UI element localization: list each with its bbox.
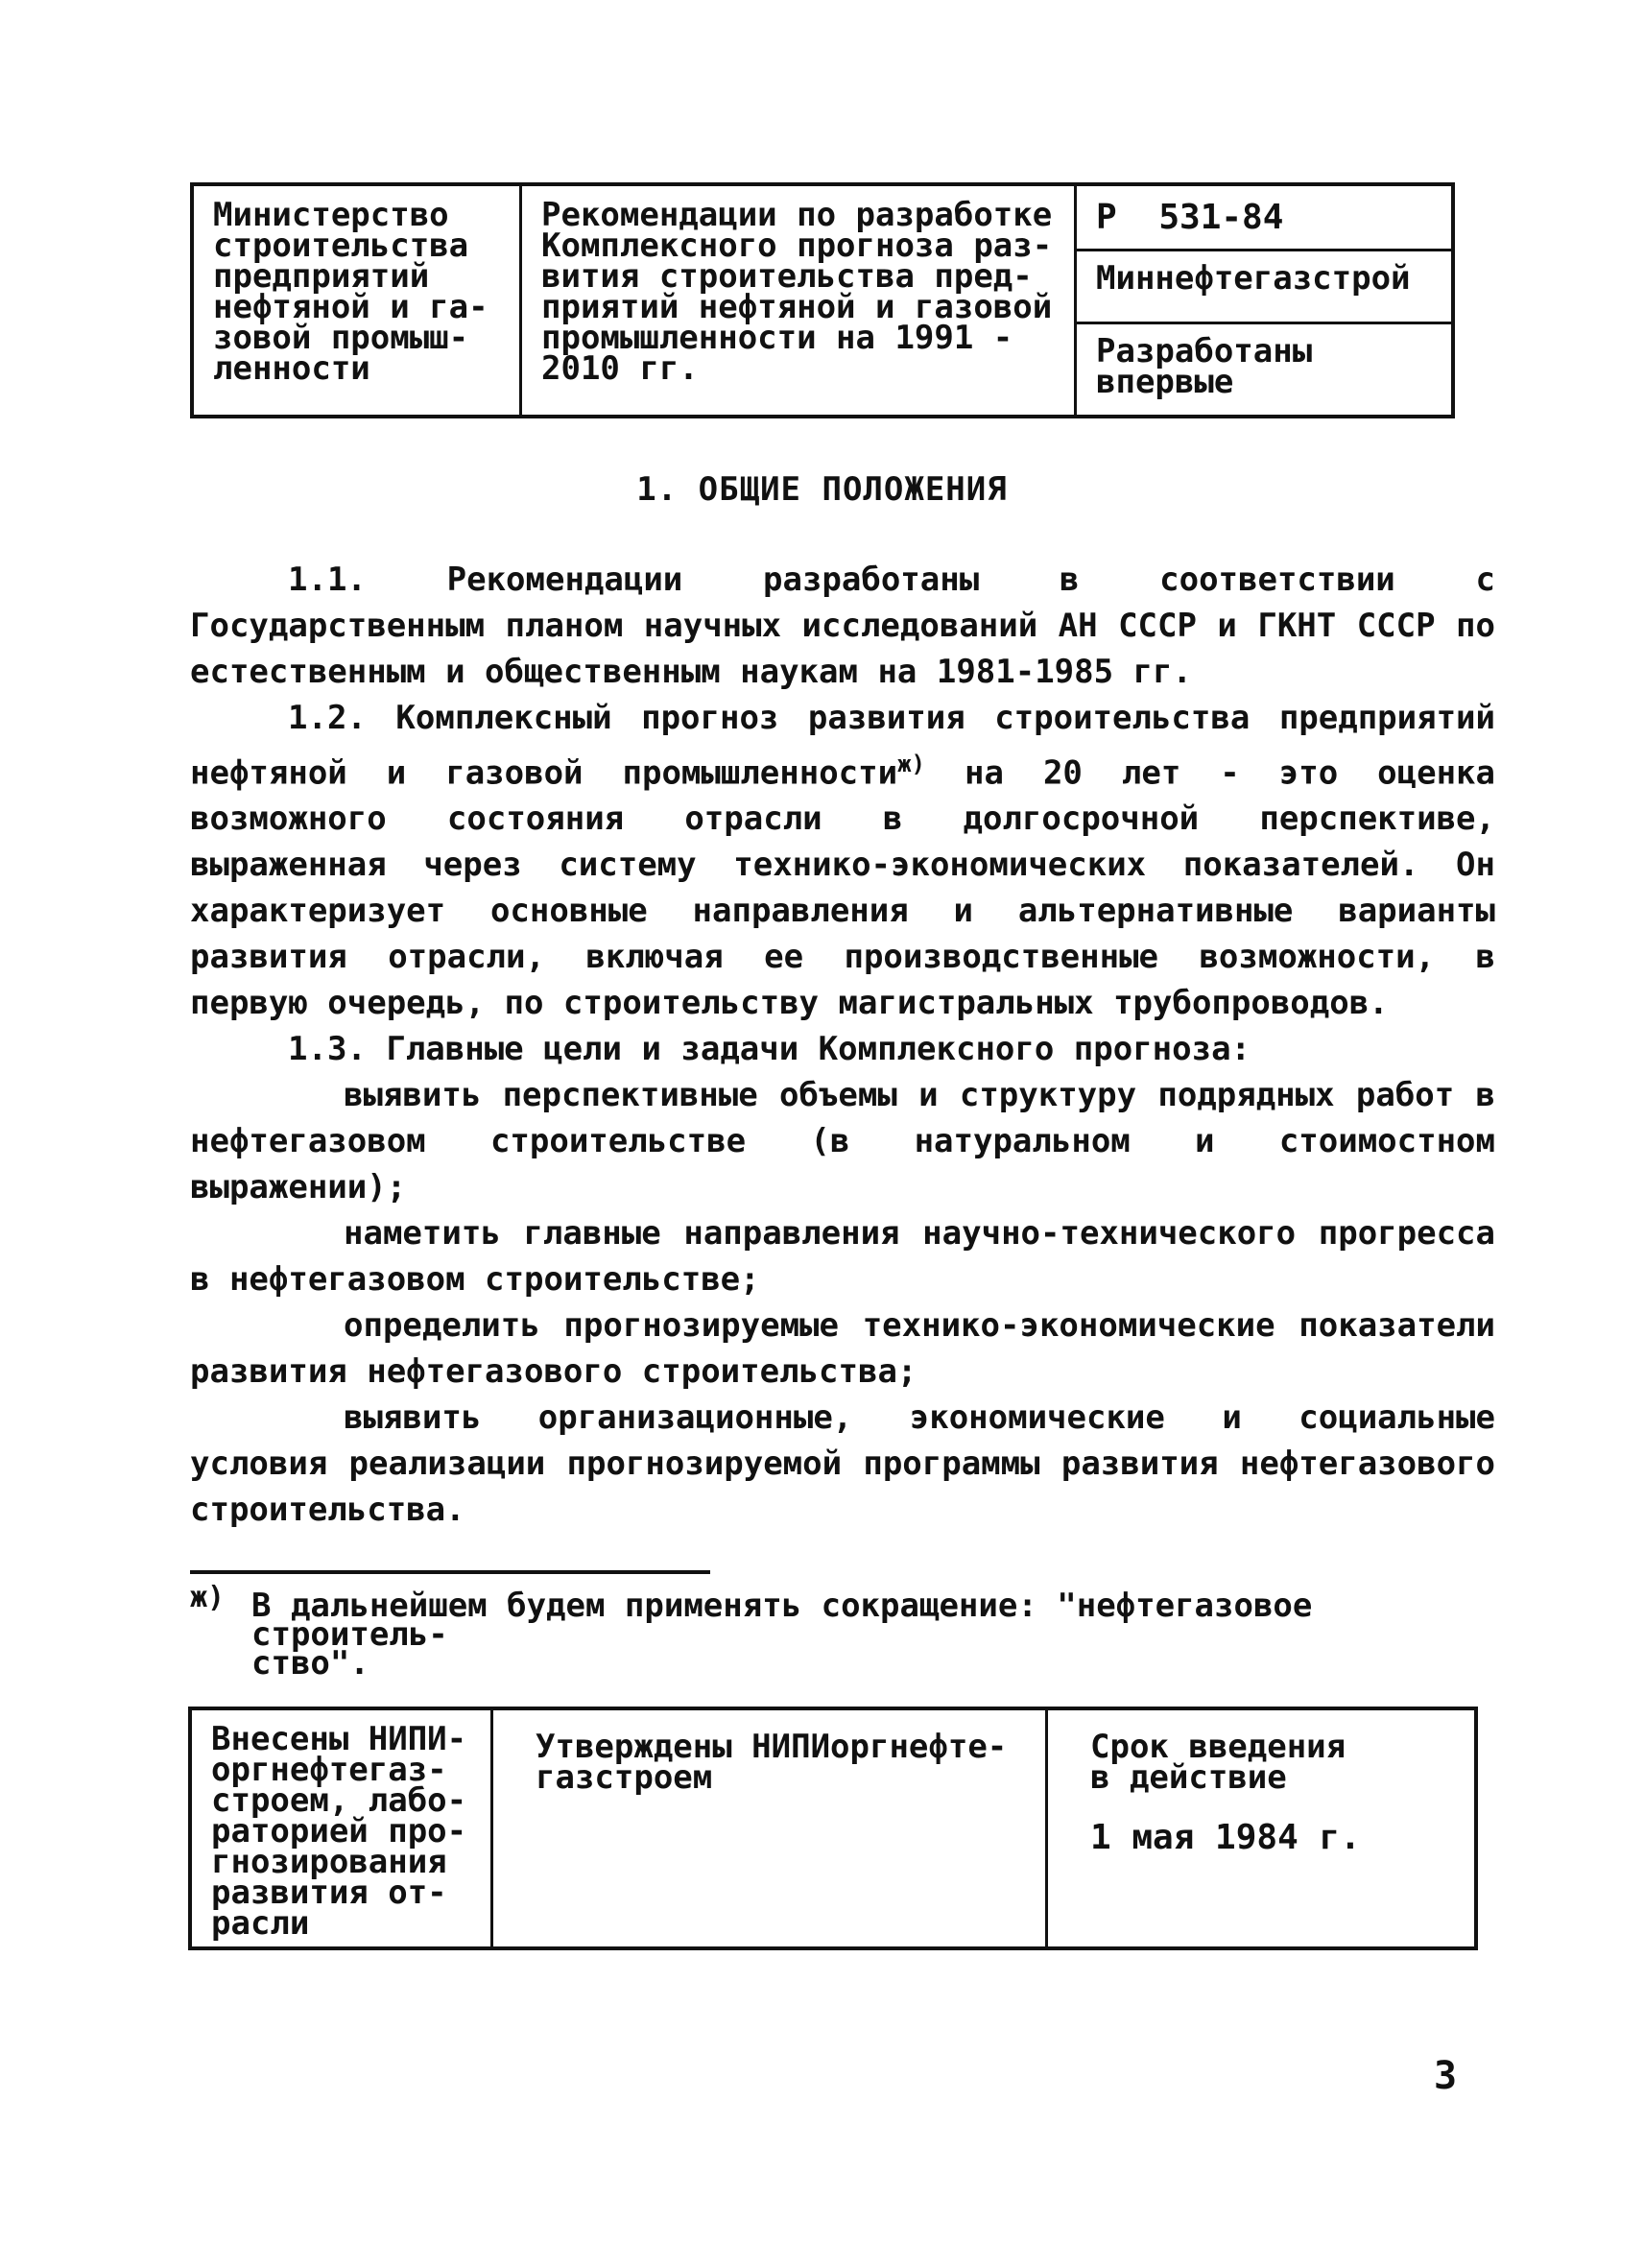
footer-approved: Утверждены НИПИоргнефте- газстроем [536,1728,1008,1797]
body-text [190,557,1495,1533]
document-code: Р 531-84 [1096,198,1284,237]
header-ministry: Министерство строительства предприятий нефтяной и га- зовой промыш- ленности [213,196,488,388]
footer-effective-label: Срок введения в действие [1090,1728,1346,1797]
header-meta-cell [1077,186,1451,415]
header-org-row [1077,251,1451,324]
header-org: Миннефтегазстрой [1096,259,1411,298]
goal-item: определить прогнозируемые технико-экономические показатели развития нефтегазового строительства; [190,1306,1495,1392]
header-ministry-cell [194,186,522,415]
footer-effective-date: 1 мая 1984 г. [1090,1818,1361,1857]
header-title: Рекомендации по разработке Комплексного прогноза раз- вития строительства пред- приятий нефтяной и газовой промышленности на 1991 - 2010 гг. [541,196,1053,388]
goal-item: выявить перспективные объемы и структуру подрядных работ в нефтегазовом строительстве (в натуральном и стоимостном выражении); [190,1076,1495,1207]
goal-item: наметить главные направления научно-технического прогресса в нефтегазовом строительстве; [190,1214,1495,1300]
header-code-row [1077,186,1451,251]
footer-table [188,1707,1478,1950]
page-number: 3 [1434,2054,1458,2098]
paragraph-1-2-start: 1.2. Комплексный прогноз развития строительства предприятий нефтяной и газовой промышленности [190,699,1495,793]
paragraph-1-2-end: на 20 лет - это оценка возможного состояния отрасли в долгосрочной перспективе, выраженная через систему технико-экономических показателей. Он характеризует основные направления и альтернативные варианты развития отрасли, включая ее производственные возможности, в первую очередь, по строительству магистральных трубопроводов. [190,753,1495,1023]
footer-submitted-cell [192,1710,493,1946]
footnote-mark: ж) [190,1581,226,1614]
header-status-row [1077,324,1451,415]
paragraph-1-2 [190,695,1495,1026]
footer-effective-cell [1048,1710,1474,1946]
header-title-cell [522,186,1077,415]
footer-submitted: Внесены НИПИ- оргнефтегаз- строем, лабо- раторией про- гнозирования развития от- расли [211,1720,467,1943]
goal-item: выявить организационные, экономические и социальные условия реализации прогнозируемой программы развития нефтегазового строительства. [190,1398,1495,1530]
footnote-reference: ж) [897,751,925,777]
footnote [190,1581,1495,1683]
section-title: 1. ОБЩИЕ ПОЛОЖЕНИЯ [636,470,1008,509]
footer-approved-cell [493,1710,1048,1946]
footnote-text: В дальнейшем будем применять сокращение: "нефтегазовое строитель- ство". [251,1587,1313,1683]
paragraph-1-1: 1.1. Рекомендации разработаны в соответствии с Государственным планом научных исследований АН СССР и ГКНТ СССР по естественным и общественным наукам на 1981-1985 гг. [190,561,1495,691]
header-table [190,182,1455,418]
header-status: Разработаны впервые [1096,332,1313,401]
footnote-divider [190,1570,710,1574]
paragraph-1-3: 1.3. Главные цели и задачи Комплексного прогноза: [288,1030,1251,1069]
